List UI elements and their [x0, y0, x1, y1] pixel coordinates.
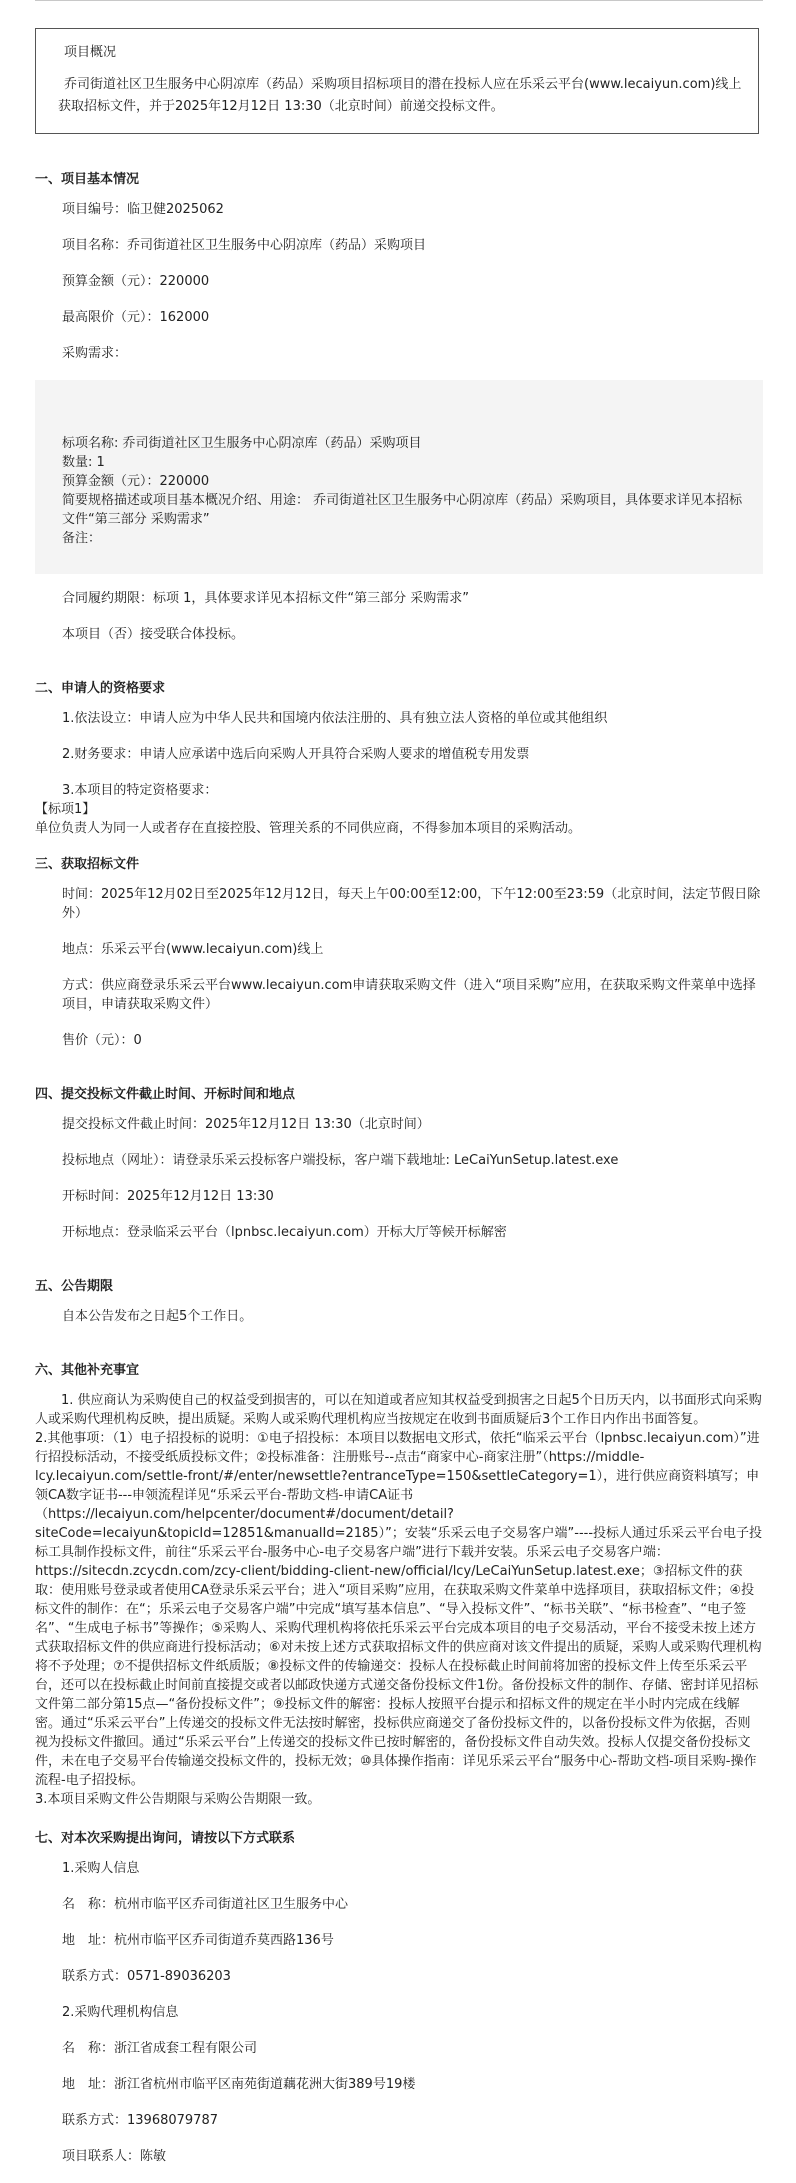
document-price: 售价（元）：0: [62, 1033, 142, 1048]
budget-amount: 预算金额（元）：220000: [62, 274, 210, 289]
acquire-method: 方式：供应商登录乐采云平台www.lecaiyun.com申请获取采购文件（进入“项目采购”应用，在获取采购文件菜单中选择项目，申请获取采购文件）: [62, 978, 756, 1012]
lot-description: 简要规格描述或项目基本概况介绍、用途： 乔司街道社区卫生服务中心阴凉库（药品）采购项目，具体要求详见本招标文件“第三部分 采购需求”: [62, 493, 743, 527]
submission-location: 投标地点（网址）：请登录乐采云投标客户端投标，客户端下载地址: LeCaiYunSetup.latest.exe: [62, 1153, 619, 1168]
max-price: 最高限价（元）：162000: [62, 310, 210, 325]
overview-title: 项目概况: [64, 45, 117, 60]
lot-requirement: 单位负责人为同一人或者存在直接控股、管理关系的不同供应商，不得参加本项目的采购活动。: [35, 821, 582, 836]
section-7-title: 七、对本次采购提出询问，请按以下方式联系: [35, 1831, 296, 1846]
supplement-3: 3.本项目采购文件公告期限与采购公告期限一致。: [35, 1792, 321, 1807]
project-overview-box: [35, 28, 759, 134]
buyer-info-header: 1.采购人信息: [62, 1861, 140, 1876]
lot-name: 标项名称: 乔司街道社区卫生服务中心阴凉库（药品）采购项目: [62, 436, 422, 451]
acquire-time: 时间：2025年12月02日至2025年12月12日，每天上午00:00至12:00，下午12:00至23:59（北京时间，法定节假日除外）: [62, 887, 761, 921]
project-number: 项目编号：临卫健2025062: [62, 202, 224, 217]
lot-details-box: [35, 380, 763, 574]
contract-period: 合同履约期限：标项 1，具体要求详见本招标文件“第三部分 采购需求”: [62, 591, 470, 606]
procurement-demand-label: 采购需求：: [62, 346, 128, 361]
project-contact: 项目联系人：陈敏: [62, 2149, 167, 2164]
notice-period: 自本公告发布之日起5个工作日。: [62, 1309, 253, 1324]
agent-name: 名 称：浙江省成套工程有限公司: [62, 2041, 258, 2056]
section-4-title: 四、提交投标文件截止时间、开标时间和地点: [35, 1087, 296, 1102]
announcement-body: [35, 170, 763, 2183]
submission-deadline: 提交投标文件截止时间：2025年12月12日 13:30（北京时间）: [62, 1117, 430, 1132]
top-divider: [35, 0, 763, 1]
buyer-address: 地 址：杭州市临平区乔司街道乔莫西路136号: [62, 1933, 334, 1948]
buyer-phone: 联系方式：0571-89036203: [62, 1969, 231, 1984]
project-name: 项目名称：乔司街道社区卫生服务中心阴凉库（药品）采购项目: [62, 238, 427, 253]
section-2-title: 二、申请人的资格要求: [35, 681, 166, 696]
lot-remark: 备注：: [62, 531, 102, 546]
requirement-1: 1.依法设立：申请人应为中华人民共和国境内依法注册的、具有独立法人资格的单位或其他组织: [62, 711, 608, 726]
overview-text: 乔司街道社区卫生服务中心阴凉库（药品）采购项目招标项目的潜在投标人应在乐采云平台(www.lecaiyun.com)线上获取招标文件，并于2025年12月12日 13:30（北京时间）前递交投标文件。: [58, 77, 742, 114]
buyer-name: 名 称：杭州市临平区乔司街道社区卫生服务中心: [62, 1897, 349, 1912]
agent-address: 地 址：浙江省杭州市临平区南苑街道藕花洲大街389号19楼: [62, 2077, 416, 2092]
lot-budget: 预算金额（元）：220000: [62, 474, 210, 489]
supplement-1: 1. 供应商认为采购使自己的权益受到损害的，可以在知道或者应知其权益受到损害之日起5个日历天内，以书面形式向采购人或采购代理机构反映，提出质疑。采购人或采购代理机构应当按规定在收到书面质疑后3个工作日内作出书面答复。: [35, 1393, 762, 1427]
requirement-2: 2.财务要求：申请人应承诺中选后向采购人开具符合采购人要求的增值税专用发票: [62, 747, 530, 762]
agent-info-header: 2.采购代理机构信息: [62, 2005, 179, 2020]
section-5-title: 五、公告期限: [35, 1279, 114, 1294]
supplement-2: 2.其他事项：（1）电子招投标的说明：①电子招投标：本项目以数据电文形式，依托“临采云平台（lpnbsc.lecaiyun.com）”进行招投标活动，不接受纸质投标文件；②投标准备：注册账号--点击“商家中心-商家注册”（https://middle-lcy.lecaiyun.com/settle-front/#/enter/newsettle?entranceType=150&settleCategory=1），进行供应商资料填写；申领CA数字证书---申领流程详见“乐采云平台-帮助文档-申请CA证书（https://lecaiyun.com/helpcenter/document#/document/detail?siteCode=lecaiyun&topicId=12851&manualId=2185）”；安装“乐采云电子交易客户端”----投标人通过乐采云平台电子投标工具制作投标文件，前往“乐采云平台-服务中心-电子交易客户端”进行下载并安装。乐采云电子交易客户端：https://sitecdn.zcycdn.com/zcy-client/bidding-client-new/official/lcy/LeCaiYunSetup.latest.exe；③招标文件的获取：使用账号登录或者使用CA登录乐采云平台；进入“项目采购”应用，在获取采购文件菜单中选择项目，获取招标文件；④投标文件的制作：在“；乐采云电子交易客户端”中完成“填写基本信息”、“导入投标文件”、“标书关联”、“标书检查”、“电子签名”、“生成电子标书”等操作；⑤采购人、采购代理机构将依托乐采云平台完成本项目的电子交易活动，平台不接受未按上述方式获取招标文件的供应商进行投标活动；⑥对未按上述方式获取招标文件的供应商对该文件提出的质疑，采购人或采购代理机构将不予处理；⑦不提供招标文件纸质版；⑧投标文件的传输递交：投标人在投标截止时间前将加密的投标文件上传至乐采云平台，还可以在投标截止时间前直接提交或者以邮政快递方式递交备份投标文件1份。备份投标文件的制作、存储、密封详见招标文件第二部分第15点—“备份投标文件”；⑨投标文件的解密：投标人按照平台提示和招标文件的规定在半小时内完成在线解密。通过“乐采云平台”上传递交的投标文件无法按时解密，投标供应商递交了备份投标文件的，以备份投标文件为依据，否则视为投标文件撤回。通过“乐采云平台”上传递交的投标文件已按时解密的，备份投标文件自动失效。投标人仅提交备份投标文件，未在电子交易平台传输递交投标文件的，投标无效；⑩具体操作指南：详见乐采云平台“服务中心-帮助文档-项目采购-操作流程-电子招投标。: [35, 1431, 763, 1788]
consortium-policy: 本项目（否）接受联合体投标。: [62, 627, 245, 642]
lot-quantity: 数量: 1: [62, 455, 105, 470]
opening-time: 开标时间：2025年12月12日 13:30: [62, 1189, 274, 1204]
acquire-place: 地点：乐采云平台(www.lecaiyun.com)线上: [62, 942, 324, 957]
section-3-title: 三、获取招标文件: [35, 857, 140, 872]
opening-place: 开标地点：登录临采云平台（lpnbsc.lecaiyun.com）开标大厅等候开标解密: [62, 1225, 507, 1240]
agent-phone: 联系方式：13968079787: [62, 2113, 218, 2128]
section-6-title: 六、其他补充事宜: [35, 1363, 140, 1378]
requirement-3: 3.本项目的特定资格要求：: [62, 783, 218, 798]
lot-tag: 【标项1】: [35, 802, 96, 817]
section-1-title: 一、项目基本情况: [35, 172, 140, 187]
